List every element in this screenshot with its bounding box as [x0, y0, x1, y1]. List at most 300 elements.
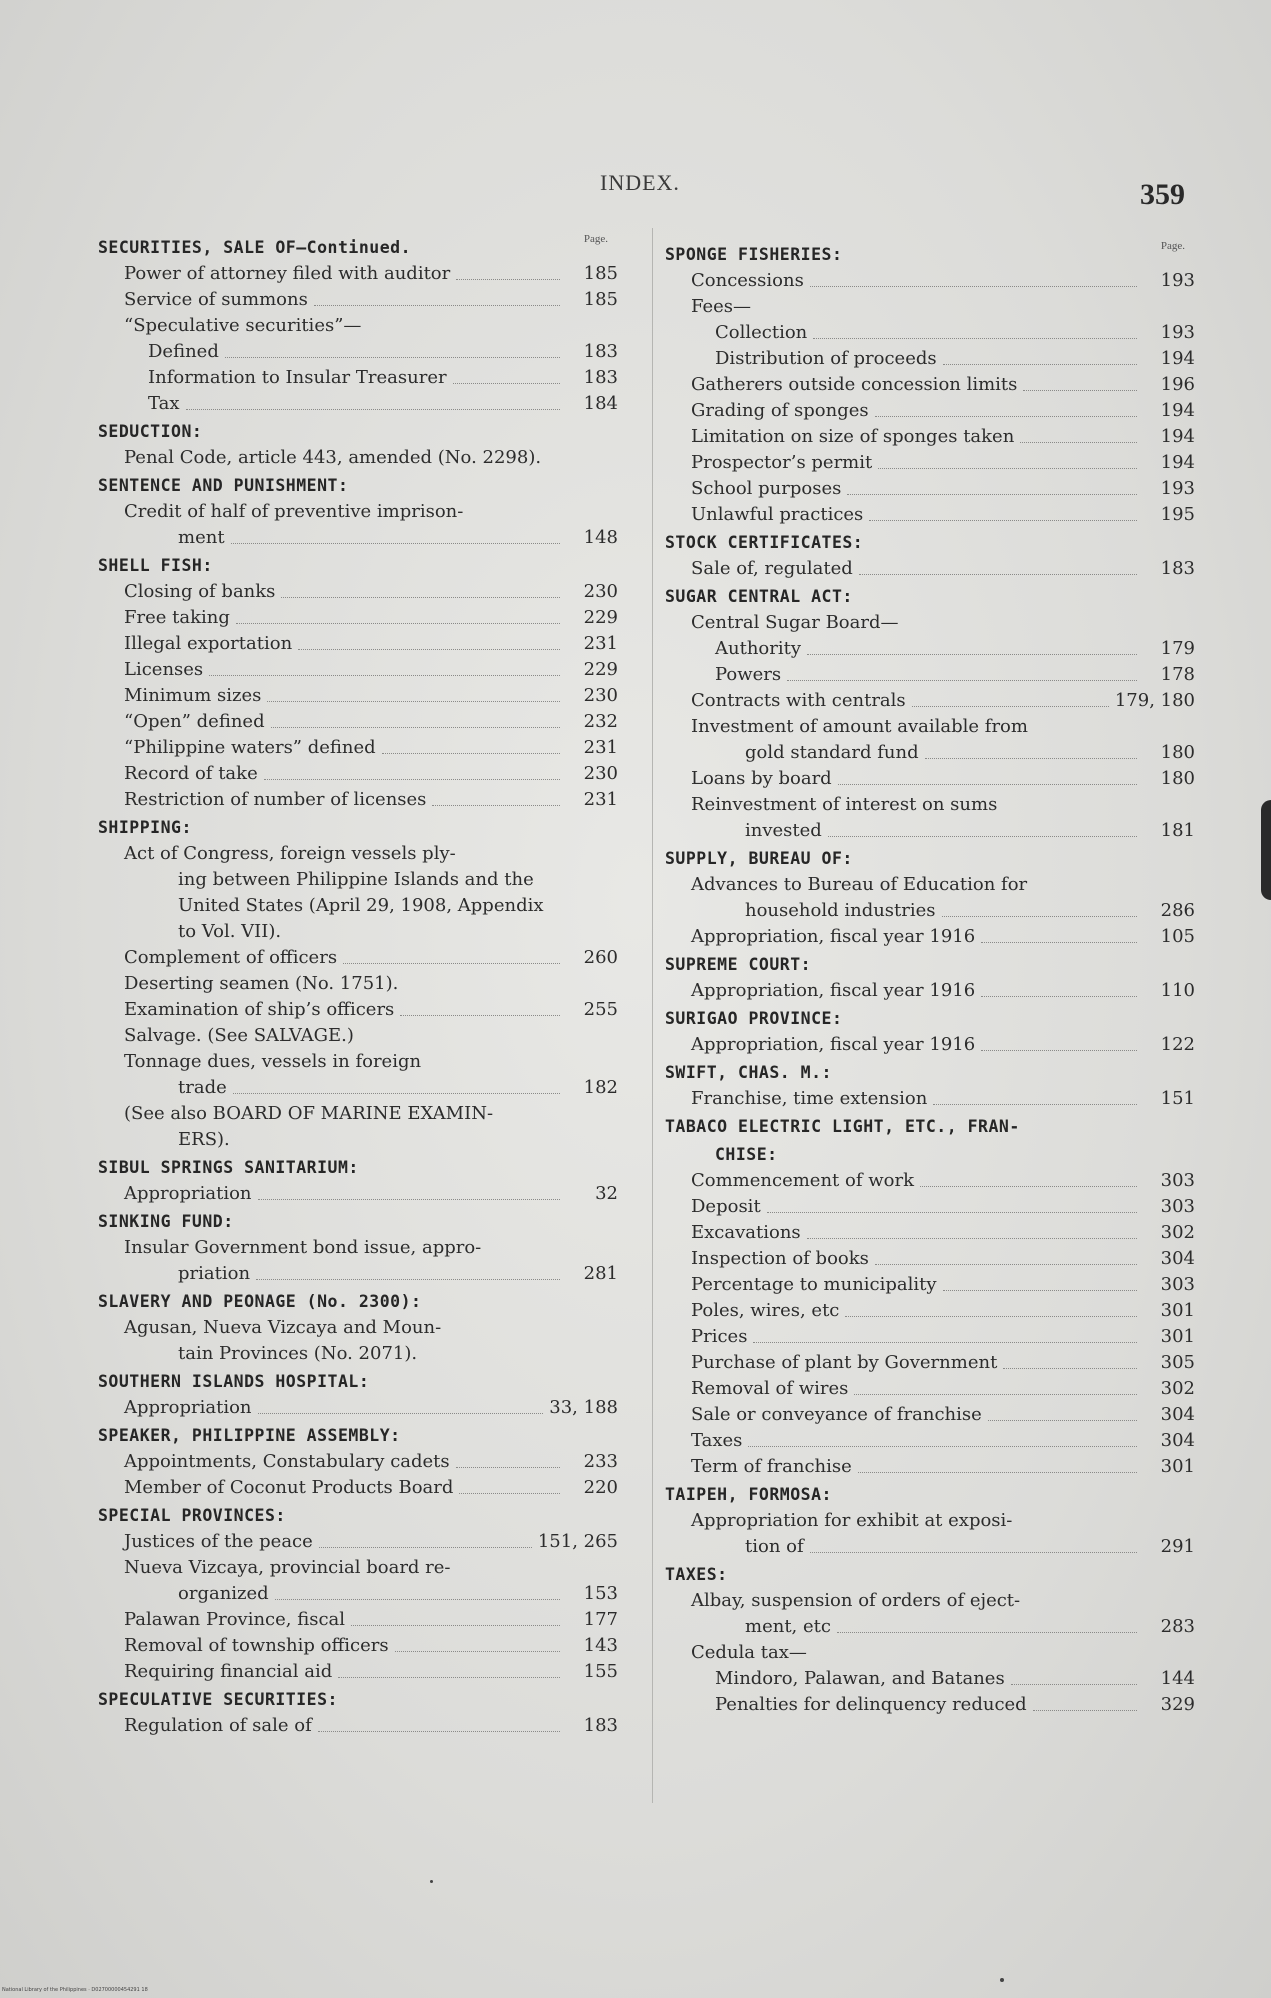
page-ref: 183 — [583, 367, 618, 388]
index-entry-first-line: Agusan, Nueva Vizcaya and Moun- — [124, 1317, 442, 1338]
leader-dots — [264, 779, 560, 780]
index-entry — [98, 761, 618, 787]
leader-dots — [456, 1467, 560, 1468]
index-entry — [665, 346, 1195, 372]
entry-text: Licenses — [124, 659, 204, 680]
page-ref: 105 — [1160, 926, 1195, 947]
index-entry — [98, 1607, 618, 1633]
section-heading: SPEAKER, PHILIPPINE ASSEMBLY: — [98, 1426, 401, 1445]
page-ref: 179, 180 — [1114, 690, 1195, 711]
entry-text: Prospector’s permit — [691, 452, 873, 473]
leader-dots — [837, 1632, 1137, 1633]
index-entry — [98, 657, 618, 683]
page-ref: 194 — [1160, 400, 1195, 421]
page-ref: 301 — [1160, 1326, 1195, 1347]
page-ref: 183 — [583, 341, 618, 362]
index-entry — [665, 1194, 1195, 1220]
page-ref: 179 — [1160, 638, 1195, 659]
index-entry — [665, 476, 1195, 502]
left-entries — [98, 235, 618, 1739]
index-entry — [98, 339, 618, 365]
page-ref: 304 — [1160, 1248, 1195, 1269]
section-heading: SUPREME COURT: — [665, 955, 812, 974]
entry-text: tion of — [745, 1536, 804, 1557]
page-ref: 231 — [583, 633, 618, 654]
right-entries — [665, 242, 1195, 1718]
index-entry — [98, 1395, 618, 1421]
entry-text: School purposes — [691, 478, 842, 499]
index-entry — [98, 261, 618, 287]
index-entry — [665, 320, 1195, 346]
entry-text: Excavations — [691, 1222, 801, 1243]
leader-dots — [869, 520, 1137, 521]
section-heading: SPECIAL PROVINCES: — [98, 1506, 286, 1525]
entry-text: Appropriation, fiscal year 1916 — [691, 1034, 976, 1055]
section-heading: SHELL FISH: — [98, 556, 213, 575]
leader-dots — [847, 494, 1137, 495]
leader-dots — [920, 1186, 1137, 1187]
section-heading: SINKING FUND: — [98, 1212, 234, 1231]
page-edge-shadow — [1261, 800, 1271, 900]
index-entry — [98, 945, 618, 971]
entry-text: Commencement of work — [691, 1170, 914, 1191]
leader-dots — [859, 574, 1137, 575]
index-entry — [665, 556, 1195, 582]
index-entry — [665, 1086, 1195, 1112]
leader-dots — [256, 1279, 560, 1280]
index-entry-first-line: Insular Government bond issue, appro- — [124, 1237, 482, 1258]
leader-dots — [767, 1212, 1137, 1213]
page-ref: 183 — [1160, 558, 1195, 579]
leader-dots — [807, 654, 1137, 655]
index-entry — [98, 1475, 618, 1501]
page-ref: 180 — [1160, 768, 1195, 789]
page-ref: 153 — [583, 1583, 618, 1604]
section-heading: SEDUCTION: — [98, 422, 203, 441]
page-ref: 220 — [583, 1477, 618, 1498]
leader-dots — [1033, 1710, 1137, 1711]
section-heading: SHIPPING: — [98, 818, 192, 837]
leader-dots — [233, 1093, 560, 1094]
section-heading: SOUTHERN ISLANDS HOSPITAL: — [98, 1372, 370, 1391]
page-ref: 193 — [1160, 270, 1195, 291]
index-entry — [98, 525, 618, 551]
page-ref: 229 — [583, 607, 618, 628]
page-ref: 301 — [1160, 1456, 1195, 1477]
leader-dots — [912, 706, 1109, 707]
entry-text: Restriction of number of licenses — [124, 789, 427, 810]
index-entry — [665, 1032, 1195, 1058]
index-entry: Penal Code, article 443, amended (No. 2298). — [124, 447, 542, 468]
entry-text: Complement of officers — [124, 947, 338, 968]
index-entry — [665, 924, 1195, 950]
entry-text: ment, etc — [745, 1616, 831, 1637]
page-ref: 302 — [1160, 1222, 1195, 1243]
index-entry — [665, 1376, 1195, 1402]
index-entry — [665, 1324, 1195, 1350]
index-entry — [665, 398, 1195, 424]
section-heading: SUGAR CENTRAL ACT: — [665, 587, 853, 606]
leader-dots — [787, 680, 1137, 681]
entry-text: Deposit — [691, 1196, 761, 1217]
index-entry — [665, 1692, 1195, 1718]
page-ref: 229 — [583, 659, 618, 680]
page-ref: 180 — [1160, 742, 1195, 763]
page-ref: 155 — [583, 1661, 618, 1682]
entry-text: Grading of sponges — [691, 400, 869, 421]
section-heading: SECURITIES, SALE OF—Continued. — [98, 238, 412, 257]
index-entry — [665, 740, 1195, 766]
section-heading: SENTENCE AND PUNISHMENT: — [98, 476, 349, 495]
entry-text: Gatherers outside concession limits — [691, 374, 1018, 395]
page-ref: 32 — [595, 1183, 618, 1204]
index-entry: Central Sugar Board— — [691, 612, 899, 633]
index-entry — [665, 1666, 1195, 1692]
leader-dots — [351, 1625, 560, 1626]
index-entry — [98, 1261, 618, 1287]
section-heading: SPONGE FISHERIES: — [665, 245, 843, 264]
leader-dots — [943, 364, 1137, 365]
entry-text: Palawan Province, fiscal — [124, 1609, 346, 1630]
section-heading: SLAVERY AND PEONAGE (No. 2300): — [98, 1292, 422, 1311]
leader-dots — [1003, 1368, 1137, 1369]
left-column — [98, 233, 618, 1739]
page-ref: 178 — [1160, 664, 1195, 685]
entry-text: Franchise, time extension — [691, 1088, 928, 1109]
leader-dots — [807, 1238, 1137, 1239]
leader-dots — [231, 543, 560, 544]
leader-dots — [1020, 442, 1137, 443]
leader-dots — [382, 753, 560, 754]
section-heading: SWIFT, CHAS. M.: — [665, 1063, 832, 1082]
leader-dots — [338, 1677, 560, 1678]
right-column — [665, 240, 1195, 1718]
leader-dots — [318, 1731, 560, 1732]
entry-text: Percentage to municipality — [691, 1274, 937, 1295]
index-entry — [665, 1534, 1195, 1560]
entry-text: Sale or conveyance of franchise — [691, 1404, 982, 1425]
page-ref: 302 — [1160, 1378, 1195, 1399]
entry-text: Loans by board — [691, 768, 832, 789]
entry-text: Distribution of proceeds — [715, 348, 937, 369]
page-ref: 193 — [1160, 322, 1195, 343]
leader-dots — [1011, 1684, 1137, 1685]
leader-dots — [298, 649, 560, 650]
leader-dots — [854, 1394, 1137, 1395]
leader-dots — [271, 727, 560, 728]
index-entry — [665, 1402, 1195, 1428]
index-entry — [665, 1246, 1195, 1272]
page-ref: 255 — [583, 999, 618, 1020]
page-ref: 194 — [1160, 426, 1195, 447]
index-entry — [665, 662, 1195, 688]
entry-text: Purchase of plant by Government — [691, 1352, 998, 1373]
page-ref: 231 — [583, 789, 618, 810]
page-ref: 184 — [583, 393, 618, 414]
entry-text: Minimum sizes — [124, 685, 262, 706]
index-entry — [98, 787, 618, 813]
library-footer: National Library of the Philippines · D02700000454291 18 — [2, 1987, 148, 1993]
section-heading: TABACO ELECTRIC LIGHT, ETC., FRAN- — [665, 1117, 1020, 1136]
index-entry — [98, 867, 618, 945]
leader-dots — [343, 963, 560, 964]
running-title: INDEX. — [600, 170, 680, 195]
page-ref: 232 — [583, 711, 618, 732]
page-ref: 303 — [1160, 1196, 1195, 1217]
leader-dots — [314, 305, 560, 306]
entry-text: Service of summons — [124, 289, 308, 310]
index-entry-first-line: Tonnage dues, vessels in foreign — [124, 1051, 422, 1072]
leader-dots — [988, 1420, 1137, 1421]
entry-text: “Open” defined — [124, 711, 265, 732]
index-entry-first-line: Reinvestment of interest on sums — [691, 794, 998, 815]
entry-text: Illegal exportation — [124, 633, 293, 654]
page-ref: 260 — [583, 947, 618, 968]
entry-text: Unlawful practices — [691, 504, 864, 525]
index-entry — [98, 709, 618, 735]
index-entry — [98, 1075, 618, 1101]
page-ref: 122 — [1160, 1034, 1195, 1055]
leader-dots — [267, 701, 560, 702]
leader-dots — [981, 996, 1137, 997]
page-ref: 303 — [1160, 1170, 1195, 1191]
entry-text: Inspection of books — [691, 1248, 869, 1269]
page-ref: 329 — [1160, 1694, 1195, 1715]
page-ref: 185 — [583, 289, 618, 310]
entry-text: ment — [178, 527, 225, 548]
entry-text: ing between Philippine Islands and the United States (April 29, 1908, Appendix to Vol. VII). — [178, 869, 544, 942]
entry-text: Requiring financial aid — [124, 1661, 333, 1682]
index-entry-first-line: Credit of half of preventive imprison- — [124, 501, 464, 522]
page-ref: 183 — [583, 1715, 618, 1736]
index-entry — [665, 372, 1195, 398]
section-heading: TAIPEH, FORMOSA: — [665, 1485, 832, 1504]
entry-text: Contracts with centrals — [691, 690, 906, 711]
index-entry-first-line: Appropriation for exhibit at exposi- — [691, 1510, 1013, 1531]
section-heading-cont: CHISE: — [715, 1145, 778, 1164]
index-entry — [98, 1581, 618, 1607]
entry-text: Limitation on size of sponges taken — [691, 426, 1015, 447]
entry-text: organized — [178, 1583, 269, 1604]
entry-text: Appropriation, fiscal year 1916 — [691, 926, 976, 947]
index-entry: Cedula tax— — [691, 1642, 807, 1663]
entry-text: gold standard fund — [745, 742, 919, 763]
entry-text: household industries — [745, 900, 936, 921]
leader-dots — [858, 1472, 1137, 1473]
section-heading: SURIGAO PROVINCE: — [665, 1009, 843, 1028]
index-entry — [665, 818, 1195, 844]
index-entry — [665, 1168, 1195, 1194]
entry-text: Authority — [715, 638, 802, 659]
page-ref: 194 — [1160, 452, 1195, 473]
page-column-label: Page. — [583, 233, 608, 245]
page-ref: 193 — [1160, 478, 1195, 499]
index-entry-first-line: Act of Congress, foreign vessels ply- — [124, 843, 456, 864]
leader-dots — [395, 1651, 560, 1652]
leader-dots — [810, 286, 1137, 287]
leader-dots — [319, 1547, 532, 1548]
index-entry — [98, 683, 618, 709]
index-entry-first-line: Nueva Vizcaya, provincial board re- — [124, 1557, 451, 1578]
index-entry — [665, 1272, 1195, 1298]
page-ref: 291 — [1160, 1536, 1195, 1557]
index-entry — [98, 1127, 618, 1153]
entry-text: tain Provinces (No. 2071). — [178, 1343, 418, 1364]
index-entry-first-line: Albay, suspension of orders of eject- — [691, 1590, 1021, 1611]
page-ref: 182 — [583, 1077, 618, 1098]
page-ref: 33, 188 — [549, 1397, 618, 1418]
page-ref: 301 — [1160, 1300, 1195, 1321]
index-entry — [665, 424, 1195, 450]
index-entry — [665, 688, 1195, 714]
leader-dots — [838, 784, 1137, 785]
index-entry — [665, 1350, 1195, 1376]
entry-text: Mindoro, Palawan, and Batanes — [715, 1668, 1005, 1689]
section-heading: STOCK CERTIFICATES: — [665, 533, 864, 552]
entry-text: Record of take — [124, 763, 258, 784]
entry-text: Regulation of sale of — [124, 1715, 312, 1736]
column-divider — [652, 228, 653, 1803]
index-entry — [98, 1713, 618, 1739]
index-entry — [665, 1428, 1195, 1454]
page-ref: 305 — [1160, 1352, 1195, 1373]
print-speck — [1000, 1978, 1004, 1982]
index-entry — [98, 1181, 618, 1207]
entry-text: Sale of, regulated — [691, 558, 853, 579]
index-entry: Deserting seamen (No. 1751). — [124, 973, 399, 994]
page-ref: 194 — [1160, 348, 1195, 369]
leader-dots — [225, 357, 560, 358]
index-entry — [98, 1659, 618, 1685]
index-entry — [665, 1454, 1195, 1480]
print-speck — [430, 1880, 433, 1883]
page-ref: 230 — [583, 763, 618, 784]
index-entry — [98, 579, 618, 605]
index-entry — [98, 365, 618, 391]
index-entry — [665, 766, 1195, 792]
entry-text: Removal of wires — [691, 1378, 849, 1399]
section-heading: SPECULATIVE SECURITIES: — [98, 1690, 338, 1709]
index-entry — [98, 735, 618, 761]
index-entry — [665, 898, 1195, 924]
entry-text: Concessions — [691, 270, 804, 291]
leader-dots — [748, 1446, 1137, 1447]
section-heading: SIBUL SPRINGS SANITARIUM: — [98, 1158, 359, 1177]
page-ref: 177 — [583, 1609, 618, 1630]
leader-dots — [456, 279, 560, 280]
entry-text: ERS). — [178, 1129, 230, 1150]
page-ref: 185 — [583, 263, 618, 284]
entry-text: Prices — [691, 1326, 748, 1347]
page-ref: 304 — [1160, 1430, 1195, 1451]
leader-dots — [933, 1104, 1137, 1105]
entry-text: Closing of banks — [124, 581, 276, 602]
entry-text: “Philippine waters” defined — [124, 737, 376, 758]
leader-dots — [981, 942, 1137, 943]
entry-text: Tax — [148, 393, 180, 414]
entry-text: Appropriation — [124, 1397, 252, 1418]
index-entry — [665, 268, 1195, 294]
page-ref: 281 — [583, 1263, 618, 1284]
leader-dots — [828, 836, 1137, 837]
entry-text: Penalties for delinquency reduced — [715, 1694, 1027, 1715]
leader-dots — [810, 1552, 1137, 1553]
index-entry — [98, 287, 618, 313]
page-ref: 151 — [1160, 1088, 1195, 1109]
index-entry — [98, 1449, 618, 1475]
index-entry-first-line: (See also BOARD OF MARINE EXAMIN- — [124, 1103, 494, 1124]
leader-dots — [753, 1342, 1137, 1343]
index-entry — [98, 997, 618, 1023]
index-entry-first-line: Advances to Bureau of Education for — [691, 874, 1028, 895]
leader-dots — [875, 416, 1137, 417]
index-entry — [98, 605, 618, 631]
index-entry — [98, 1529, 618, 1555]
leader-dots — [1023, 390, 1137, 391]
leader-dots — [258, 1199, 560, 1200]
page-ref: 195 — [1160, 504, 1195, 525]
leader-dots — [236, 623, 560, 624]
leader-dots — [943, 1290, 1137, 1291]
entry-text: priation — [178, 1263, 251, 1284]
leader-dots — [459, 1493, 560, 1494]
index-entry-first-line: Investment of amount available from — [691, 716, 1028, 737]
index-entry — [665, 1298, 1195, 1324]
index-entry — [98, 631, 618, 657]
leader-dots — [275, 1599, 560, 1600]
leader-dots — [813, 338, 1137, 339]
leader-dots — [209, 675, 560, 676]
page-ref: 233 — [583, 1451, 618, 1472]
index-entry: “Speculative securities”— — [124, 315, 362, 336]
entry-text: Examination of ship’s officers — [124, 999, 395, 1020]
section-heading: TAXES: — [665, 1565, 728, 1584]
page-ref: 148 — [583, 527, 618, 548]
index-entry — [98, 391, 618, 417]
entry-text: Taxes — [691, 1430, 743, 1451]
entry-text: Poles, wires, etc — [691, 1300, 840, 1321]
entry-text: Removal of township officers — [124, 1635, 389, 1656]
index-entry — [665, 450, 1195, 476]
index-entry — [98, 1341, 618, 1367]
page-number: 359 — [1140, 178, 1185, 211]
entry-text: Defined — [148, 341, 219, 362]
page-ref: 230 — [583, 685, 618, 706]
leader-dots — [925, 758, 1137, 759]
page-ref: 304 — [1160, 1404, 1195, 1425]
leader-dots — [186, 409, 561, 410]
page-ref: 231 — [583, 737, 618, 758]
index-entry: Salvage. (See SALVAGE.) — [124, 1025, 354, 1046]
entry-text: Free taking — [124, 607, 230, 628]
index-entry — [98, 1633, 618, 1659]
entry-text: Appointments, Constabulary cadets — [124, 1451, 450, 1472]
index-entry — [665, 1220, 1195, 1246]
page-ref: 230 — [583, 581, 618, 602]
leader-dots — [258, 1413, 544, 1414]
page-ref: 303 — [1160, 1274, 1195, 1295]
page-ref: 196 — [1160, 374, 1195, 395]
section-heading: SUPPLY, BUREAU OF: — [665, 849, 853, 868]
entry-text: Collection — [715, 322, 808, 343]
page-ref: 110 — [1160, 980, 1195, 1001]
page-ref: 151, 265 — [537, 1531, 618, 1552]
index-entry — [665, 978, 1195, 1004]
leader-dots — [878, 468, 1137, 469]
index-entry: Fees— — [691, 296, 752, 317]
index-entry — [665, 636, 1195, 662]
index-entry — [665, 502, 1195, 528]
